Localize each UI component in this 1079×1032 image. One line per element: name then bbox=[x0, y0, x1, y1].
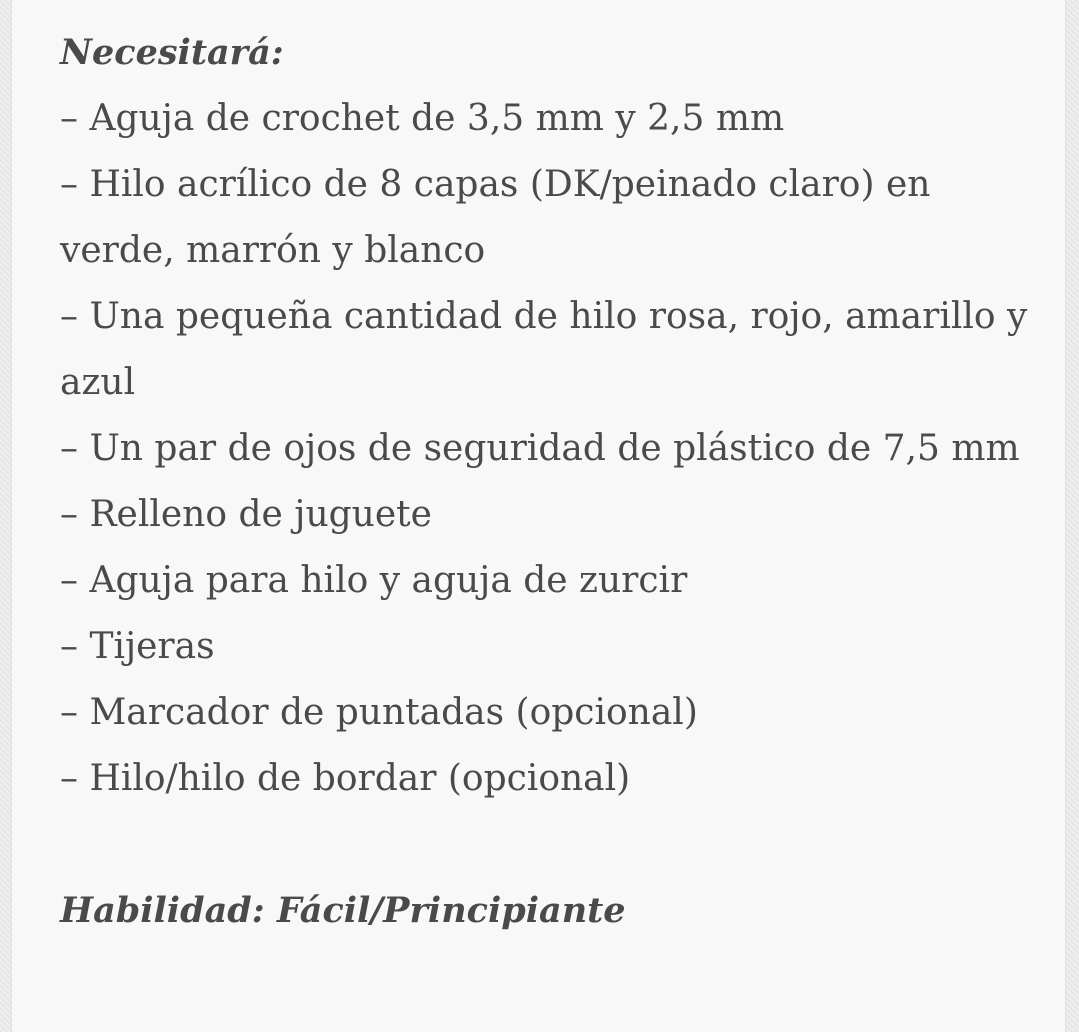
skill-level-heading: Habilidad: Fácil/Principiante bbox=[60, 890, 626, 931]
right-background-edge bbox=[1065, 0, 1079, 1032]
section-spacer bbox=[60, 812, 1050, 878]
material-item: – Marcador de puntadas (opcional) bbox=[60, 692, 698, 733]
material-item: – Relleno de juguete bbox=[60, 494, 432, 535]
article-content bbox=[60, 20, 1050, 944]
left-background-edge bbox=[0, 0, 12, 1032]
materials-heading: Necesitará: bbox=[60, 32, 284, 73]
material-item: – Hilo/hilo de bordar (opcional) bbox=[60, 758, 631, 799]
material-item: – Aguja para hilo y aguja de zurcir bbox=[60, 560, 688, 601]
material-item: – Una pequeña cantidad de hilo rosa, rojo, amarillo y azul bbox=[60, 296, 1028, 403]
materials-list bbox=[60, 86, 1050, 812]
content-page bbox=[12, 0, 1065, 1032]
material-item: – Tijeras bbox=[60, 626, 215, 667]
material-item: – Aguja de crochet de 3,5 mm y 2,5 mm bbox=[60, 98, 785, 139]
material-item: – Hilo acrílico de 8 capas (DK/peinado claro) en verde, marrón y blanco bbox=[60, 164, 931, 271]
material-item: – Un par de ojos de seguridad de plástico de 7,5 mm bbox=[60, 428, 1020, 469]
